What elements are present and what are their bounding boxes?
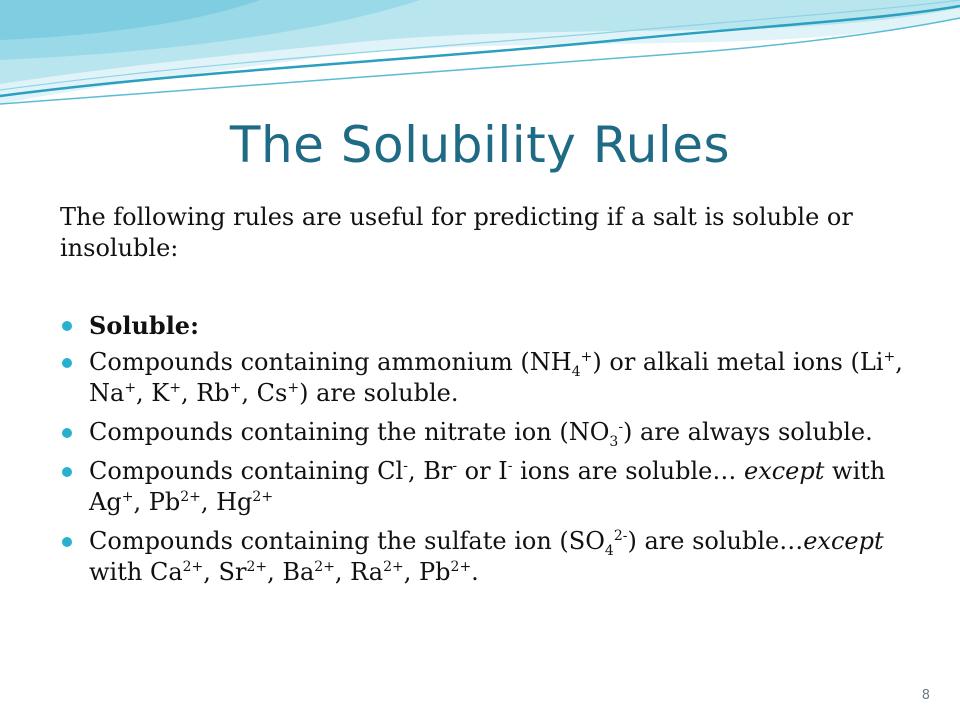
bullet-dot-icon [62, 467, 72, 477]
rule-ammonium-alkali: Compounds containing ammonium $(NH_4^+)$ or alkali metal ions (Li+, Na+, K+, Rb+, Cs+) are soluble. [60, 347, 920, 409]
rule-heading-item [60, 310, 920, 342]
slide-body [60, 202, 920, 596]
rule-nitrate: Compounds containing the nitrate ion $(NO_3^-)$ are always soluble. [60, 417, 920, 448]
bullet-dot-icon [62, 321, 72, 331]
intro-paragraph: The following rules are useful for predicting if a salt is soluble or insoluble: [60, 203, 853, 262]
header-wave-decoration [0, 0, 960, 120]
slide-title: The Solubility Rules [229, 116, 731, 174]
rule-sulfate: Compounds containing the sulfate ion $(SO_4^{2-})$ are soluble…except with $Ca^{2+}$, $Sr^{2+}$, $Ba^{2+}$, $Ra^{2+}$, $Pb^{2+}$. [60, 526, 920, 588]
rule-halides: Compounds containing Cl-, Br- or I- ions are soluble… except with Ag+, $Pb^{2+}$, $Hg^{2+}$ [60, 456, 920, 518]
bullet-dot-icon [62, 537, 72, 547]
bullet-dot-icon [62, 358, 72, 368]
soluble-heading: Soluble: [89, 311, 199, 340]
slide-number: 8 [921, 688, 930, 703]
bullet-dot-icon [62, 428, 72, 438]
rules-list [60, 310, 920, 588]
